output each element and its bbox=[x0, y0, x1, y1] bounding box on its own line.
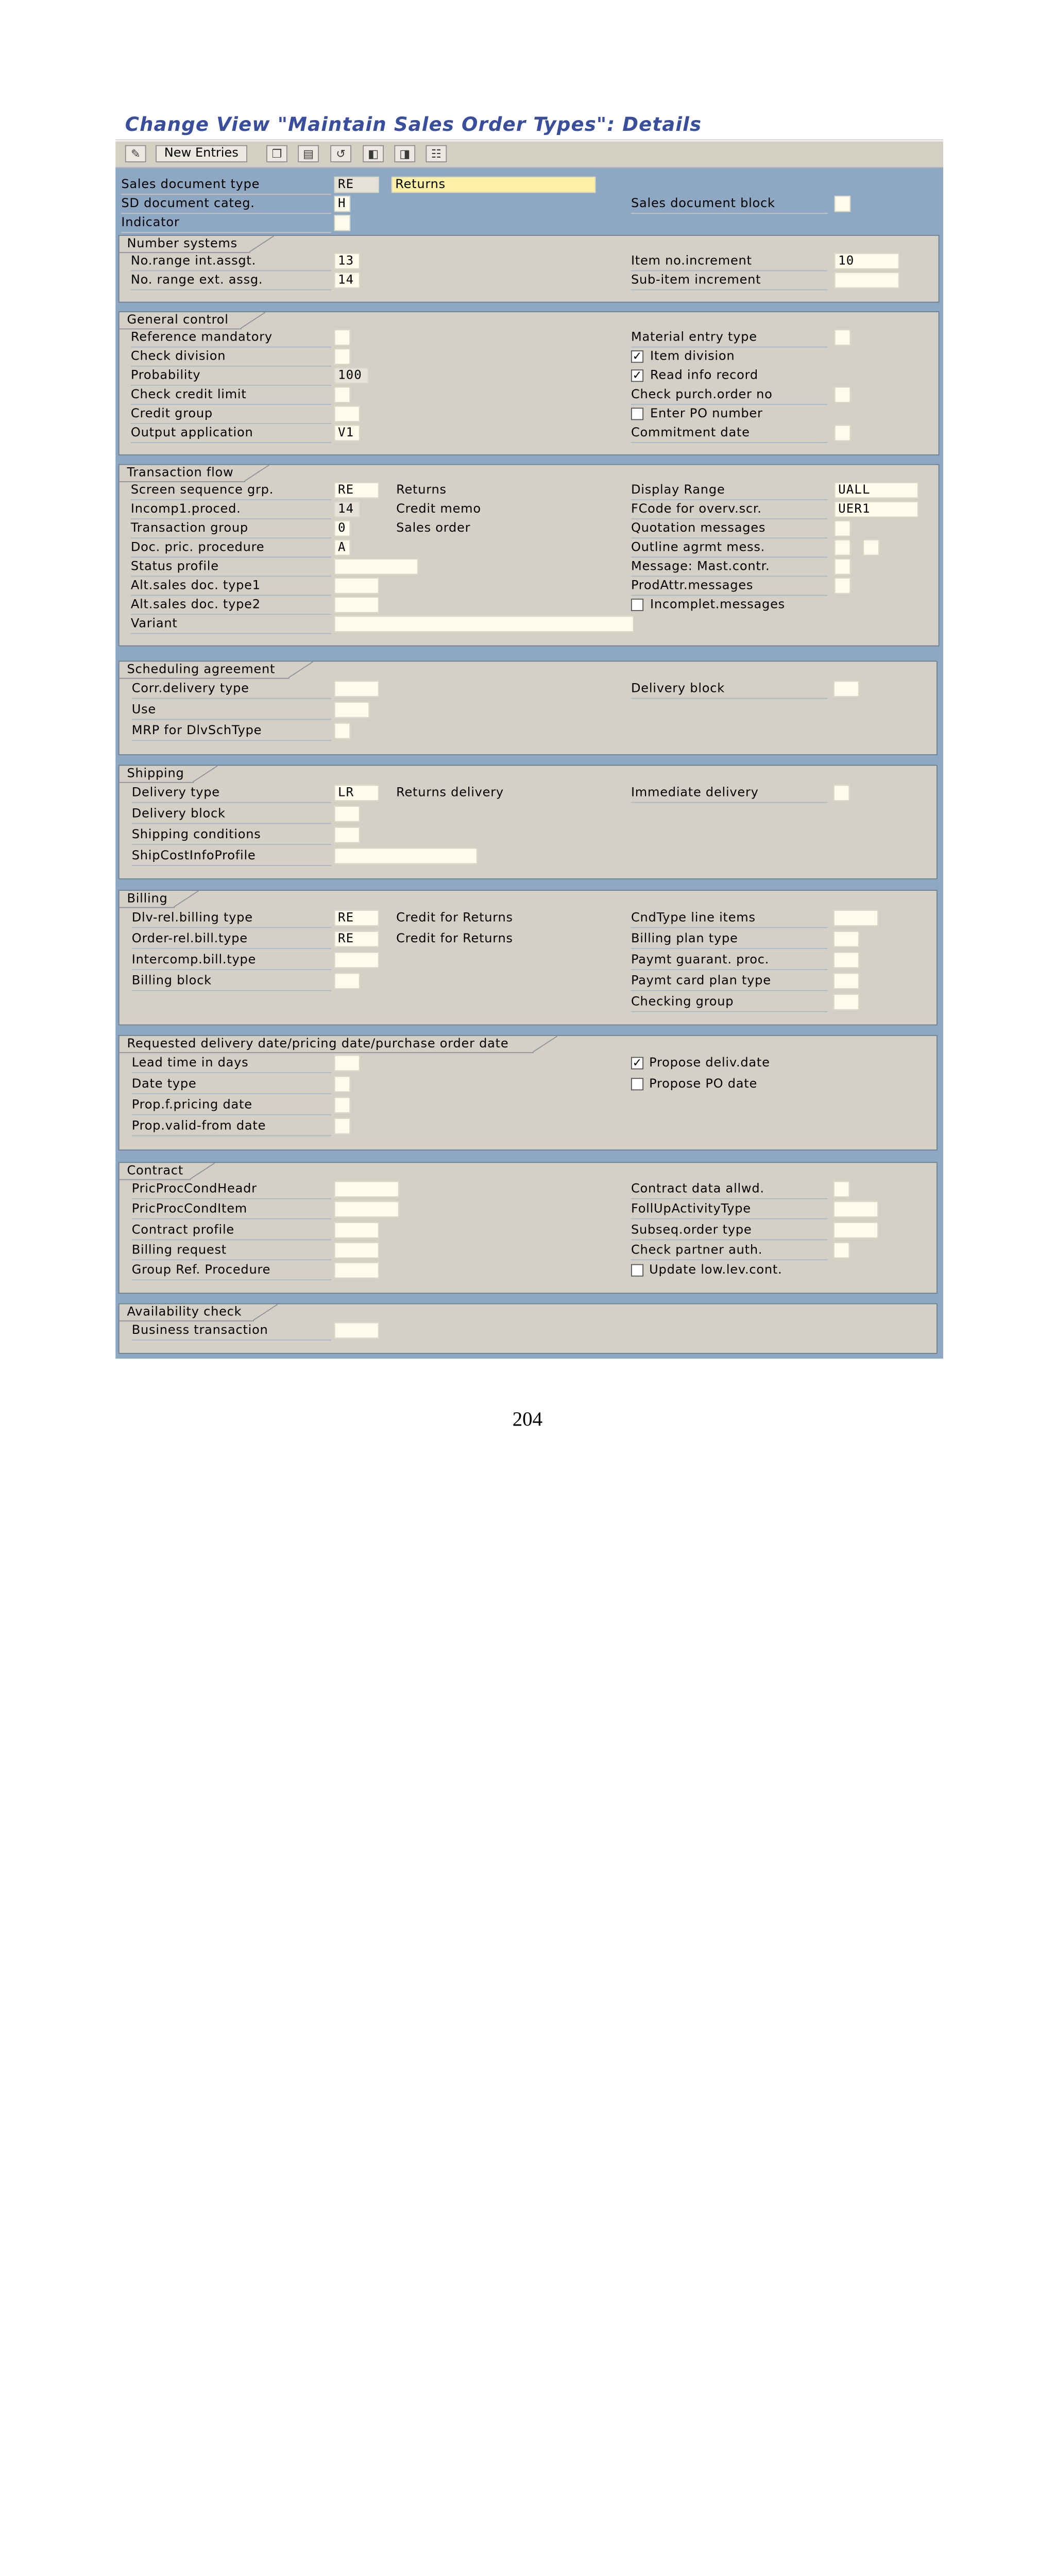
date-type-label: Date type bbox=[132, 1076, 331, 1094]
item-division-checkbox[interactable]: ✓ bbox=[631, 350, 643, 363]
immediate-delivery-label: Immediate delivery bbox=[631, 785, 828, 803]
sales-doc-type-label: Sales document type bbox=[121, 177, 331, 195]
shipcost-label: ShipCostInfoProfile bbox=[132, 848, 331, 866]
sd-doc-categ-field[interactable]: H bbox=[334, 196, 351, 212]
message-mast-label: Message: Mast.contr. bbox=[631, 558, 828, 577]
dlv-rel-label: Dlv-rel.billing type bbox=[132, 910, 331, 928]
check-purch-order-label: Check purch.order no bbox=[631, 387, 828, 405]
shipping-conditions-field[interactable] bbox=[334, 827, 360, 843]
probability-label: Probability bbox=[131, 367, 331, 385]
prop-valid-label: Prop.valid-from date bbox=[132, 1118, 331, 1136]
mrp-field[interactable] bbox=[334, 723, 351, 739]
dlv-rel-field[interactable]: RE bbox=[334, 910, 379, 926]
lead-time-field[interactable] bbox=[334, 1055, 360, 1072]
update-low-label: Update low.lev.cont. bbox=[649, 1263, 782, 1278]
follup-field[interactable] bbox=[833, 1201, 878, 1217]
billing-plan-field[interactable] bbox=[833, 931, 859, 947]
previous-entry-icon[interactable]: ◧ bbox=[363, 145, 384, 162]
sched-delivery-block-field[interactable] bbox=[833, 681, 859, 697]
variant-label: Variant bbox=[131, 616, 331, 634]
delivery-type-description: Returns delivery bbox=[396, 786, 504, 800]
credit-group-label: Credit group bbox=[131, 406, 331, 424]
update-low-checkbox[interactable] bbox=[631, 1264, 643, 1277]
title-divider bbox=[115, 140, 943, 141]
group-ref-field[interactable] bbox=[334, 1262, 379, 1279]
group-title: Billing bbox=[127, 891, 168, 906]
display-range-label: Display Range bbox=[631, 482, 828, 500]
check-purch-order-field[interactable] bbox=[835, 387, 851, 403]
display-range-field[interactable]: UALL bbox=[835, 482, 918, 499]
copy-as-icon[interactable]: ❐ bbox=[266, 145, 287, 162]
billing-block-label: Billing block bbox=[132, 973, 331, 991]
incomp-label: Incomp1.proced. bbox=[131, 501, 331, 519]
corr-delivery-field[interactable] bbox=[334, 681, 379, 697]
subseq-label: Subseq.order type bbox=[631, 1222, 828, 1240]
group-title: Scheduling agreement bbox=[127, 663, 276, 677]
enter-po-number-checkbox[interactable] bbox=[631, 408, 643, 420]
material-entry-type-field[interactable] bbox=[835, 329, 851, 346]
corr-delivery-label: Corr.delivery type bbox=[132, 681, 331, 699]
shipcost-field[interactable] bbox=[334, 848, 478, 865]
use-label: Use bbox=[132, 702, 331, 720]
billing-request-field[interactable] bbox=[334, 1242, 379, 1259]
enter-po-number-label: Enter PO number bbox=[650, 406, 763, 421]
subitem-incr-field[interactable] bbox=[835, 272, 899, 289]
prodattr-field[interactable] bbox=[835, 578, 851, 594]
check-partner-label: Check partner auth. bbox=[631, 1242, 828, 1260]
group-tab-slant bbox=[190, 1163, 215, 1179]
sales-doc-type-field: RE bbox=[334, 177, 379, 193]
screen-seq-field[interactable]: RE bbox=[334, 482, 379, 499]
message-mast-field[interactable] bbox=[835, 558, 851, 575]
contract-profile-label: Contract profile bbox=[132, 1222, 331, 1240]
use-field[interactable] bbox=[334, 702, 370, 718]
business-transaction-field[interactable] bbox=[334, 1323, 379, 1339]
propose-deliv-checkbox[interactable]: ✓ bbox=[631, 1057, 643, 1069]
credit-group-field[interactable] bbox=[334, 406, 360, 422]
checking-group-label: Checking group bbox=[631, 994, 828, 1012]
follup-label: FollUpActivityType bbox=[631, 1201, 828, 1219]
outline-agrmt-field-2[interactable] bbox=[863, 539, 879, 556]
item-incr-field[interactable]: 10 bbox=[835, 253, 899, 269]
trans-group-label: Transaction group bbox=[131, 520, 331, 538]
read-info-record-label: Read info record bbox=[650, 368, 758, 383]
paymt-card-label: Paymt card plan type bbox=[631, 973, 828, 991]
alt-type2-field[interactable] bbox=[334, 597, 379, 613]
propose-po-checkbox[interactable] bbox=[631, 1078, 643, 1090]
order-rel-field[interactable]: RE bbox=[334, 931, 379, 947]
group-title: Shipping bbox=[127, 767, 184, 781]
group-tab-slant bbox=[244, 465, 269, 482]
sd-doc-categ-label: SD document categ. bbox=[121, 196, 331, 214]
check-credit-limit-label: Check credit limit bbox=[131, 387, 331, 405]
delivery-type-field[interactable]: LR bbox=[334, 785, 379, 801]
next-entry-icon[interactable]: ◨ bbox=[394, 145, 415, 162]
group-tab-slant bbox=[533, 1036, 557, 1053]
delivery-type-label: Delivery type bbox=[132, 785, 331, 803]
group-tab-slant bbox=[193, 766, 217, 782]
ship-delivery-block-label: Delivery block bbox=[132, 806, 331, 824]
paymt-guarant-field[interactable] bbox=[833, 952, 859, 969]
propose-po-label: Propose PO date bbox=[649, 1077, 758, 1092]
output-application-label: Output application bbox=[131, 425, 331, 443]
group-tab-slant bbox=[249, 236, 274, 252]
contract-data-field[interactable] bbox=[833, 1181, 850, 1197]
ext-assg-field[interactable]: 14 bbox=[334, 272, 360, 289]
immediate-delivery-field[interactable] bbox=[833, 785, 850, 801]
incomp-field[interactable]: 14 bbox=[334, 501, 360, 518]
dlv-rel-description: Credit for Returns bbox=[396, 910, 513, 925]
alt-type2-label: Alt.sales doc. type2 bbox=[131, 597, 331, 615]
quotation-messages-field[interactable] bbox=[835, 520, 851, 537]
indicator-field[interactable] bbox=[334, 215, 351, 231]
group-ref-label: Group Ref. Procedure bbox=[132, 1262, 331, 1280]
indicator-label: Indicator bbox=[121, 215, 331, 233]
billing-block-field[interactable] bbox=[334, 973, 360, 989]
prop-pricing-field[interactable] bbox=[334, 1097, 351, 1113]
reference-mandatory-field[interactable] bbox=[334, 329, 351, 346]
cndtype-field[interactable] bbox=[833, 910, 878, 926]
checking-group-field[interactable] bbox=[833, 994, 859, 1010]
group-title: Number systems bbox=[127, 236, 237, 251]
sched-delivery-block-label: Delivery block bbox=[631, 681, 828, 699]
sales-doc-block-label: Sales document block bbox=[631, 196, 828, 214]
ext-assg-label: No. range ext. assg. bbox=[131, 272, 331, 290]
reference-mandatory-label: Reference mandatory bbox=[131, 329, 331, 347]
status-profile-label: Status profile bbox=[131, 558, 331, 577]
undo-change-icon[interactable]: ↺ bbox=[330, 145, 351, 162]
group-tab-slant bbox=[174, 891, 198, 907]
incomplet-messages-label: Incomplet.messages bbox=[650, 598, 785, 612]
billing-request-label: Billing request bbox=[132, 1242, 331, 1260]
billing-plan-label: Billing plan type bbox=[631, 931, 828, 949]
intercomp-field[interactable] bbox=[334, 952, 379, 969]
pricproc-headr-label: PricProcCondHeadr bbox=[132, 1181, 331, 1199]
outline-agrmt-label: Outline agrmt mess. bbox=[631, 539, 828, 557]
group-tab-slant bbox=[253, 1304, 278, 1320]
int-assgt-label: No.range int.assgt. bbox=[131, 253, 331, 271]
commitment-date-field[interactable] bbox=[835, 425, 851, 442]
contract-profile-field[interactable] bbox=[334, 1222, 379, 1239]
check-division-field[interactable] bbox=[334, 348, 351, 365]
incomp-description: Credit memo bbox=[396, 502, 481, 517]
business-transaction-label: Business transaction bbox=[132, 1323, 331, 1341]
alt-type1-field[interactable] bbox=[334, 578, 379, 594]
paymt-guarant-label: Paymt guarant. proc. bbox=[631, 952, 828, 970]
commitment-date-label: Commitment date bbox=[631, 425, 828, 443]
mrp-label: MRP for DlvSchType bbox=[132, 723, 331, 741]
status-profile-field[interactable] bbox=[334, 558, 418, 575]
doc-pric-label: Doc. pric. procedure bbox=[131, 539, 331, 557]
paymt-card-field[interactable] bbox=[833, 973, 859, 989]
select-all-icon[interactable]: ☷ bbox=[426, 145, 447, 162]
lead-time-label: Lead time in days bbox=[132, 1055, 331, 1073]
material-entry-type-label: Material entry type bbox=[631, 329, 828, 347]
group-title: Availability check bbox=[127, 1305, 242, 1320]
group-title: Contract bbox=[127, 1164, 184, 1178]
sales-doc-block-field[interactable] bbox=[835, 196, 851, 212]
ship-delivery-block-field[interactable] bbox=[334, 806, 360, 822]
fcode-label: FCode for overv.scr. bbox=[631, 501, 828, 519]
group-title: Transaction flow bbox=[127, 466, 234, 481]
intercomp-label: Intercomp.bill.type bbox=[132, 952, 331, 970]
screen-seq-label: Screen sequence grp. bbox=[131, 482, 331, 500]
subitem-incr-label: Sub-item increment bbox=[631, 272, 828, 290]
screen-seq-description: Returns bbox=[396, 483, 447, 498]
item-incr-label: Item no.increment bbox=[631, 253, 828, 271]
int-assgt-field[interactable]: 13 bbox=[334, 253, 360, 269]
check-division-label: Check division bbox=[131, 348, 331, 366]
output-application-field[interactable]: V1 bbox=[334, 425, 360, 442]
alt-type1-label: Alt.sales doc. type1 bbox=[131, 578, 331, 596]
read-info-record-checkbox[interactable]: ✓ bbox=[631, 369, 643, 382]
variant-field[interactable] bbox=[334, 616, 634, 632]
page-number: 204 bbox=[512, 1407, 543, 1431]
propose-deliv-label: Propose deliv.date bbox=[649, 1056, 770, 1071]
check-partner-field[interactable] bbox=[833, 1242, 850, 1259]
window-title: Change View "Maintain Sales Order Types": Details bbox=[125, 112, 702, 136]
application-toolbar bbox=[115, 141, 943, 169]
outline-agrmt-field[interactable] bbox=[835, 539, 851, 556]
quotation-messages-label: Quotation messages bbox=[631, 520, 828, 538]
display-change-icon[interactable]: ✎ bbox=[125, 145, 146, 162]
pricproc-headr-field[interactable] bbox=[334, 1181, 399, 1197]
pricproc-item-label: PricProcCondItem bbox=[132, 1201, 331, 1219]
group-title: Requested delivery date/pricing date/purchase order date bbox=[127, 1037, 509, 1052]
prop-valid-field[interactable] bbox=[334, 1118, 351, 1134]
probability-field[interactable]: 100 bbox=[334, 367, 369, 384]
new-entries-button[interactable]: New Entries bbox=[156, 145, 247, 162]
pricproc-item-field[interactable] bbox=[334, 1201, 399, 1217]
trans-group-field[interactable]: 0 bbox=[334, 520, 351, 537]
delete-icon[interactable]: ▤ bbox=[298, 145, 319, 162]
group-tab-slant bbox=[241, 312, 265, 329]
item-division-label: Item division bbox=[650, 349, 735, 364]
prop-pricing-label: Prop.f.pricing date bbox=[132, 1097, 331, 1115]
subseq-field[interactable] bbox=[833, 1222, 878, 1239]
prodattr-label: ProdAttr.messages bbox=[631, 578, 828, 596]
doc-pric-field[interactable]: A bbox=[334, 539, 351, 556]
trans-group-description: Sales order bbox=[396, 521, 471, 536]
date-type-field[interactable] bbox=[334, 1076, 351, 1093]
order-rel-description: Credit for Returns bbox=[396, 931, 513, 946]
group-tab-slant bbox=[288, 662, 313, 678]
fcode-field[interactable]: UER1 bbox=[835, 501, 918, 518]
group-title: General control bbox=[127, 313, 229, 328]
check-credit-limit-field[interactable] bbox=[334, 387, 351, 403]
shipping-conditions-label: Shipping conditions bbox=[132, 827, 331, 845]
incomplet-messages-checkbox[interactable] bbox=[631, 599, 643, 611]
cndtype-label: CndType line items bbox=[631, 910, 828, 928]
sales-doc-type-description: Returns bbox=[392, 177, 596, 193]
contract-data-label: Contract data allwd. bbox=[631, 1181, 828, 1199]
order-rel-label: Order-rel.bill.type bbox=[132, 931, 331, 949]
